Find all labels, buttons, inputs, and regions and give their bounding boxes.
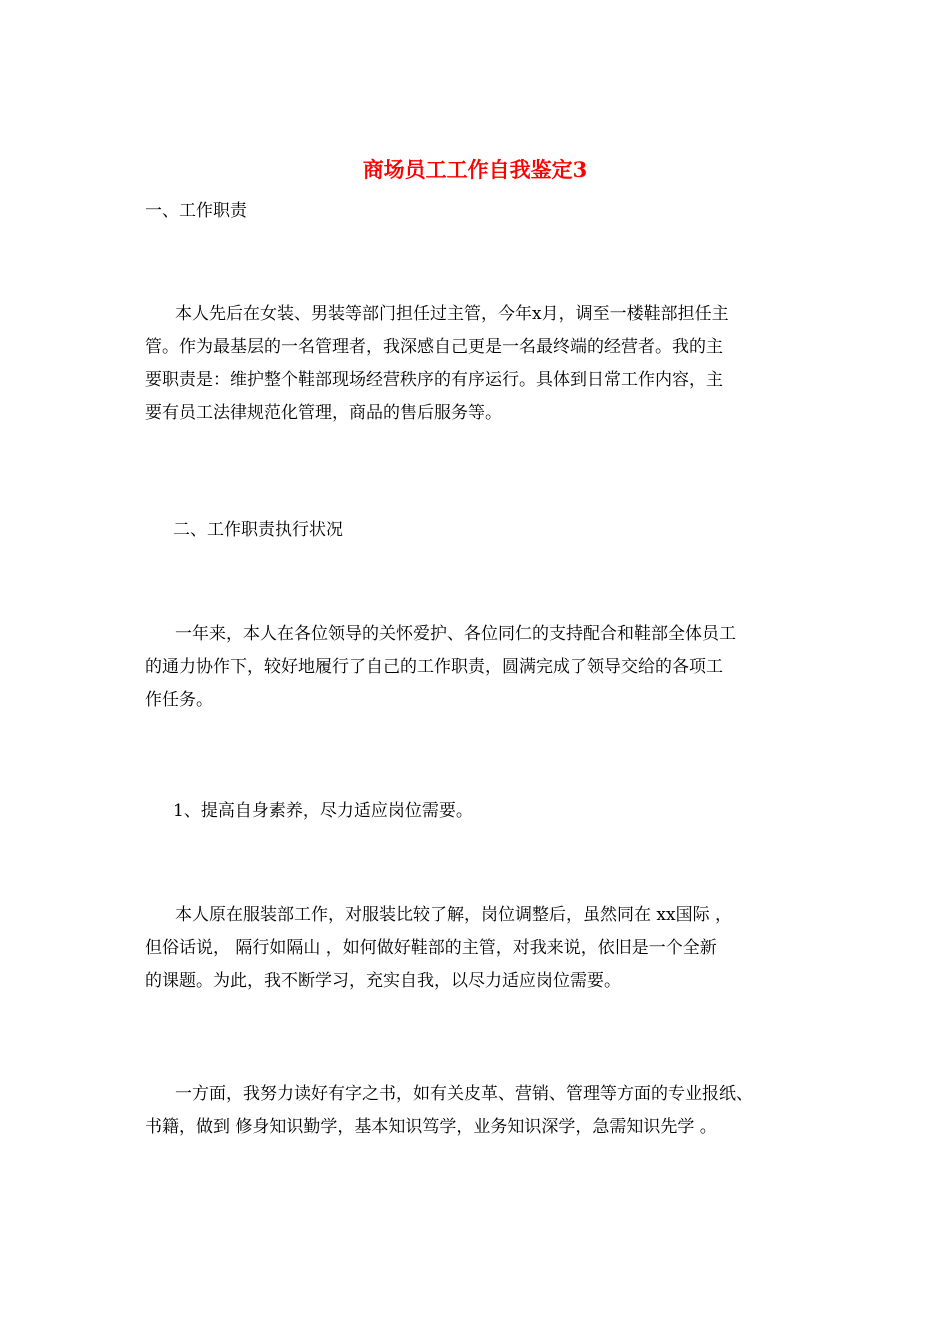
paragraph-background: [145, 899, 815, 998]
paragraph-line: 一方面，我努力读好有字之书，如有关皮革、营销、管理等方面的专业报纸、: [175, 1084, 753, 1104]
paragraph-line: 书籍，做到 修身知识勤学，基本知识笃学，业务知识深学，急需知识先学 。: [145, 1117, 717, 1137]
paragraph-reading: [145, 1078, 815, 1144]
subheading-self-improvement: 1、提高自身素养，尽力适应岗位需要。: [173, 801, 473, 821]
paragraph-line: 的通力协作下，较好地履行了自己的工作职责，圆满完成了领导交给的各项工: [145, 657, 723, 677]
paragraph-line: 但俗话说， 隔行如隔山 ，如何做好鞋部的主管，对我来说，依旧是一个全新: [145, 938, 717, 958]
paragraph-line: 要职责是：维护整个鞋部现场经营秩序的有序运行。具体到日常工作内容，主: [145, 370, 723, 390]
section-heading-work-duties: 一、工作职责: [145, 201, 247, 221]
paragraph-line: 的课题。为此，我不断学习，充实自我，以尽力适应岗位需要。: [145, 971, 621, 991]
paragraph-line: 要有员工法律规范化管理，商品的售后服务等。: [145, 403, 502, 423]
paragraph-line: 管。作为最基层的一名管理者，我深感自己更是一名最终端的经营者。我的主: [145, 337, 723, 357]
paragraph-line: 一年来，本人在各位领导的关怀爱护、各位同仁的支持配合和鞋部全体员工: [175, 624, 736, 644]
paragraph-duties: [145, 298, 815, 430]
document-title: 商场员工工作自我鉴定3: [362, 157, 588, 182]
paragraph-line: 本人先后在女装、男装等部门担任过主管，今年x月，调至一楼鞋部担任主: [175, 304, 729, 324]
paragraph-execution: [145, 618, 815, 717]
paragraph-line: 作任务。: [145, 690, 213, 710]
paragraph-line: 本人原在服装部工作，对服装比较了解，岗位调整后，虽然同在 xx国际 ，: [175, 905, 732, 925]
section-heading-duty-execution: 二、工作职责执行状况: [173, 520, 343, 540]
